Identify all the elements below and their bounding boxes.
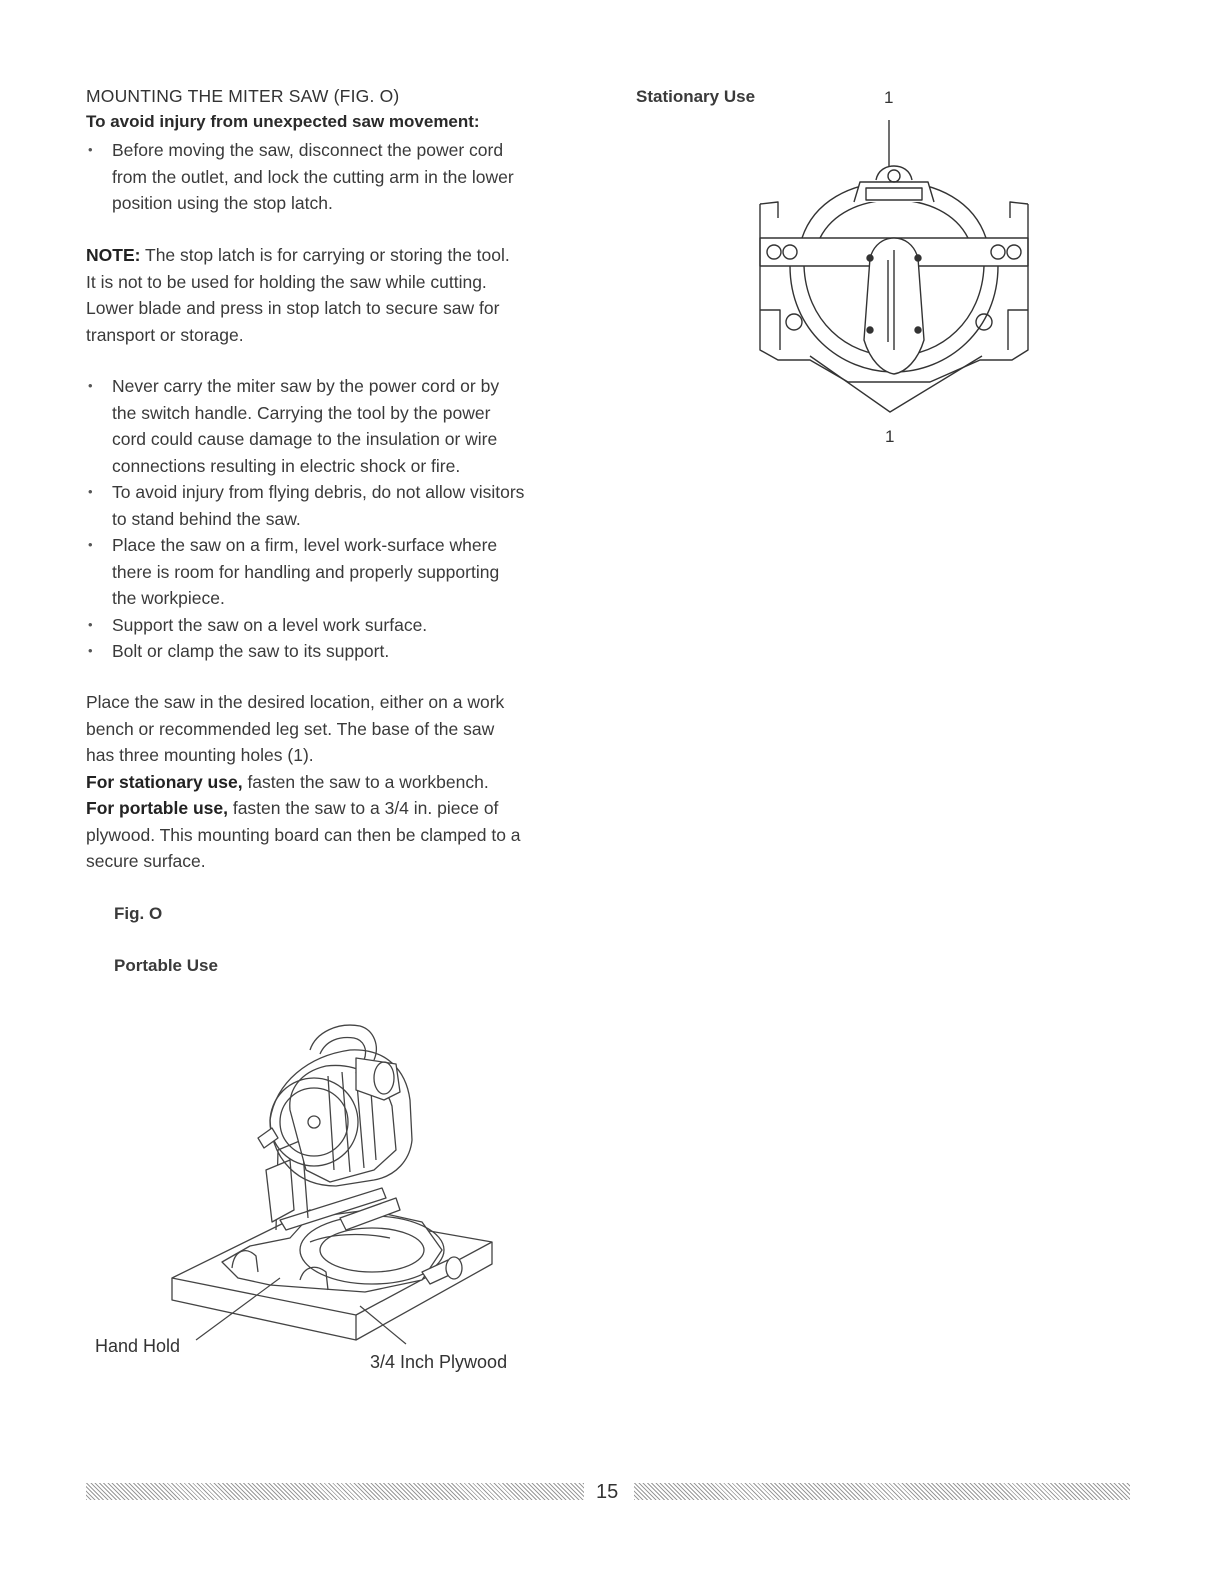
- page-number: 15: [596, 1481, 619, 1503]
- portable-use-label: For portable use,: [86, 798, 228, 818]
- hand-hold-callout: Hand Hold: [95, 1336, 181, 1356]
- bullet-item: • Bolt or clamp the saw to its support.: [86, 638, 606, 665]
- footer-rule-right: [634, 1483, 1130, 1500]
- figure-label: Fig. O: [114, 904, 163, 923]
- portable-use-title: Portable Use: [114, 956, 218, 975]
- bullet-list-moving: [86, 137, 606, 217]
- stationary-saw-top-view: [750, 110, 1040, 430]
- callout-number-top: 1: [884, 88, 894, 107]
- warning-subheading: To avoid injury from unexpected saw movement:: [86, 112, 480, 131]
- stationary-use-title: Stationary Use: [636, 87, 756, 106]
- bullet-item: • Support the saw on a level work surface.: [86, 612, 606, 639]
- bullet-item: • Before moving the saw, disconnect the power cord from the outlet, and lock the cutting arm in the lower position using the stop latch.: [86, 137, 606, 217]
- plywood-callout: 3/4 Inch Plywood: [370, 1352, 508, 1372]
- callout-number-bottom: 1: [885, 427, 895, 446]
- footer-rule-left: [86, 1483, 584, 1500]
- note-label: NOTE:: [86, 245, 141, 265]
- section-heading: MOUNTING THE MITER SAW (FIG. O): [86, 86, 400, 106]
- stationary-use-label: For stationary use,: [86, 771, 243, 792]
- portable-saw-illustration: [160, 1010, 510, 1360]
- note-paragraph: NOTE: The stop latch is for carrying or storing the tool. It is not to be used for holding the saw while cutting. Lower blade and press in stop latch to secure saw for transport or storage.: [86, 245, 510, 345]
- bullet-item: • Never carry the miter saw by the power cord or by the switch handle. Carrying the tool by the power cord could cause damage to the insulation or wire connections resulting in electric shock or fire.: [86, 373, 606, 479]
- placement-paragraph: Place the saw in the desired location, either on a work bench or recommended leg set. The base of the saw has three mounting holes (1). For stationary use, fasten the saw to a workbench. For portable use, fasten the saw to a 3/4 in. piece of plywood. This mounting board can then be clamped to a secure surface.: [86, 692, 521, 871]
- bullet-item: • To avoid injury from flying debris, do not allow visitors to stand behind the saw.: [86, 479, 606, 532]
- bullet-item: • Place the saw on a firm, level work-surface where there is room for handling and properly supporting the workpiece.: [86, 532, 606, 612]
- safety-bullet-list: [86, 373, 606, 665]
